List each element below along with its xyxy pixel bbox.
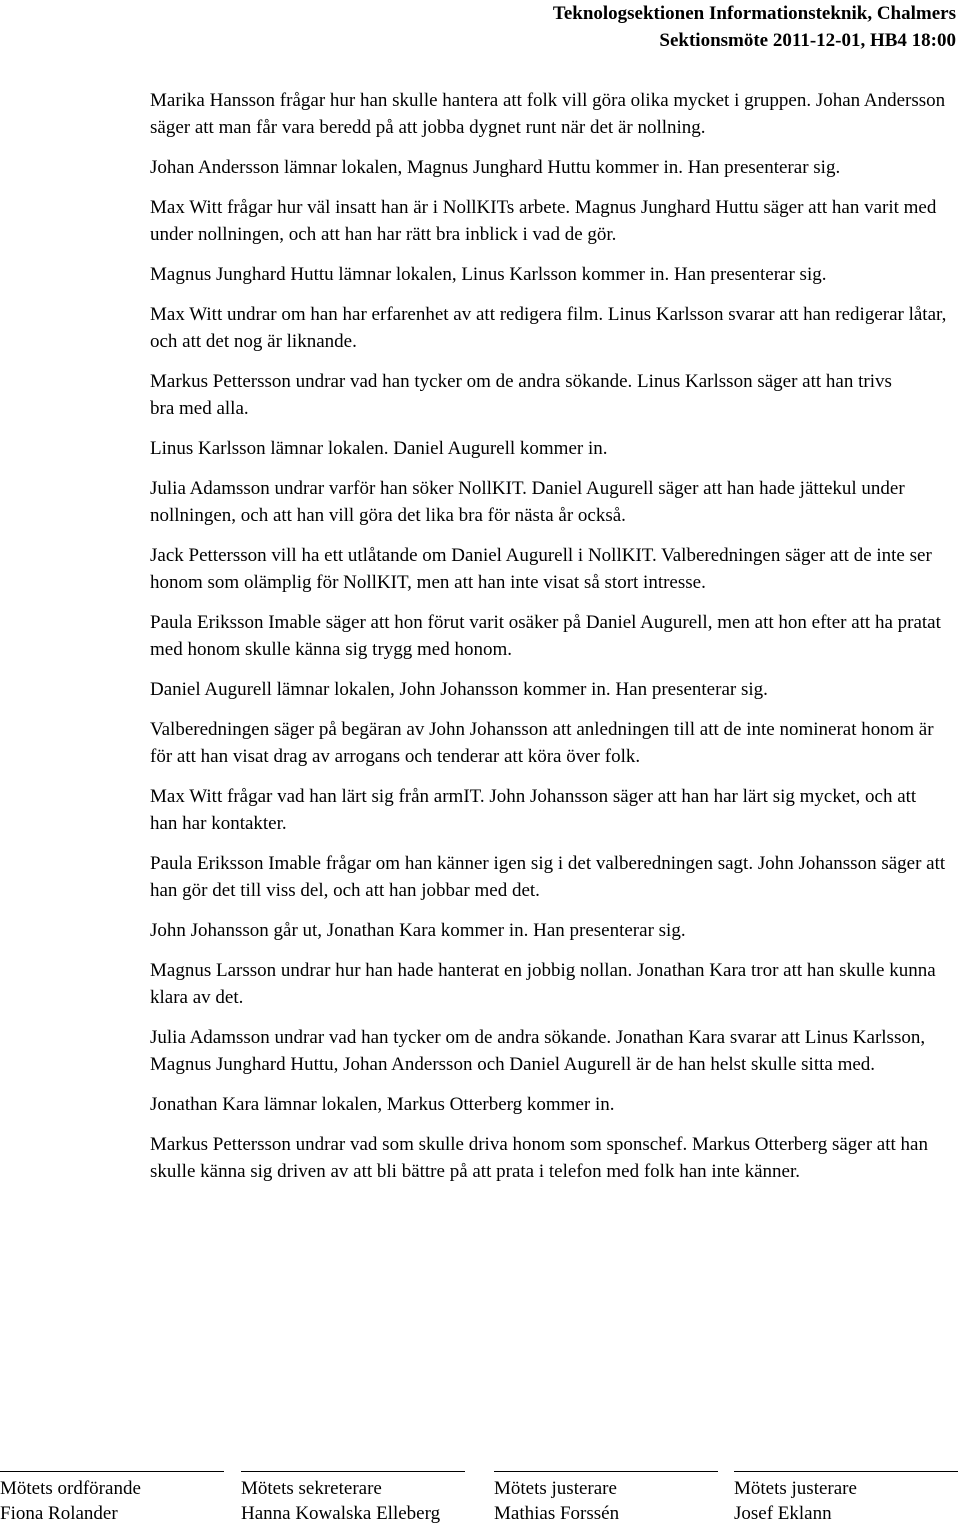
- document-header: [553, 0, 956, 54]
- signature-line: [0, 1471, 224, 1472]
- paragraph: Marika Hansson frågar hur han skulle hantera att folk vill göra olika mycket i gruppen. Johan Andersson säger att man får vara beredd på att jobba dygnet runt när det är nollning.: [150, 90, 946, 138]
- paragraph: Jonathan Kara lämnar lokalen, Markus Otterberg kommer in.: [150, 1094, 615, 1115]
- header-meeting: Sektionsmöte 2011-12-01, HB4 18:00: [659, 30, 956, 51]
- header-organization: Teknologsektionen Informationsteknik, Chalmers: [552, 3, 956, 24]
- paragraph: Max Witt frågar hur väl insatt han är i NollKITs arbete. Magnus Junghard Huttu säger att han varit med under nollningen, och att han har rätt bra inblick i vad de gör.: [150, 197, 937, 245]
- paragraph: Johan Andersson lämnar lokalen, Magnus Junghard Huttu kommer in. Han presenterar sig.: [150, 157, 841, 178]
- paragraph: Markus Pettersson undrar vad som skulle driva honom som sponschef. Markus Otterberg säger att han skulle känna sig driven av att bli bättre på att prata i telefon med folk han inte känner.: [150, 1134, 928, 1182]
- paragraph: Paula Eriksson Imable frågar om han känner igen sig i det valberedningen sagt. John Johansson säger att han gör det till viss del, och att han jobbar med det.: [150, 853, 946, 901]
- paragraph: Jack Pettersson vill ha ett utlåtande om Daniel Augurell i NollKIT. Valberedningen säger att de inte ser honom som olämplig för NollKIT, men att han inte visat så stort intresse.: [150, 545, 932, 593]
- paragraph: Max Witt frågar vad han lärt sig från armIT. John Johansson säger att han har lärt sig mycket, och att han har kontakter.: [150, 786, 917, 834]
- paragraph: Daniel Augurell lämnar lokalen, John Johansson kommer in. Han presenterar sig.: [150, 679, 768, 700]
- paragraph: Valberedningen säger på begäran av John Johansson att anledningen till att de inte nominerat honom är för att han visat drag av arrogans och tenderar att köra över folk.: [150, 719, 934, 767]
- paragraph: Julia Adamsson undrar vad han tycker om de andra sökande. Jonathan Kara svarar att Linus Karlsson, Magnus Junghard Huttu, Johan Andersson och Daniel Augurell är de han helst skulle sitta med.: [150, 1027, 926, 1075]
- signature-name-adjuster: Mathias Forssén: [494, 1503, 620, 1524]
- signature-role-adjuster: Mötets justerare: [494, 1478, 617, 1499]
- paragraph: Julia Adamsson undrar varför han söker NollKIT. Daniel Augurell säger att han hade jättekul under nollningen, och att han vill göra det lika bra för nästa år också.: [150, 478, 905, 526]
- signature-name-adjuster: Josef Eklann: [734, 1503, 832, 1524]
- paragraph: Magnus Junghard Huttu lämnar lokalen, Linus Karlsson kommer in. Han presenterar sig.: [150, 264, 827, 285]
- signature-line: [241, 1471, 465, 1472]
- signature-line: [734, 1471, 958, 1472]
- paragraph: Paula Eriksson Imable säger att hon förut varit osäker på Daniel Augurell, men att hon efter att ha pratat med honom skulle känna sig trygg med honom.: [150, 612, 941, 660]
- paragraph: Linus Karlsson lämnar lokalen. Daniel Augurell kommer in.: [150, 438, 608, 459]
- minutes-body: [150, 87, 950, 1198]
- paragraph: Max Witt undrar om han har erfarenhet av att redigera film. Linus Karlsson svarar att han redigerar låtar, och att det nog är liknande.: [150, 304, 947, 352]
- signature-name-chair: Fiona Rolander: [0, 1503, 118, 1524]
- paragraph: John Johansson går ut, Jonathan Kara kommer in. Han presenterar sig.: [150, 920, 686, 941]
- signature-role-adjuster: Mötets justerare: [734, 1478, 857, 1499]
- paragraph: Markus Pettersson undrar vad han tycker om de andra sökande. Linus Karlsson säger att han trivs bra med alla.: [150, 371, 892, 419]
- signature-line: [494, 1471, 718, 1472]
- paragraph: Magnus Larsson undrar hur han hade hanterat en jobbig nollan. Jonathan Kara tror att han skulle kunna klara av det.: [150, 960, 936, 1008]
- signature-role-secretary: Mötets sekreterare: [241, 1478, 382, 1499]
- signature-role-chair: Mötets ordförande: [0, 1478, 141, 1499]
- signature-name-secretary: Hanna Kowalska Elleberg: [241, 1503, 441, 1524]
